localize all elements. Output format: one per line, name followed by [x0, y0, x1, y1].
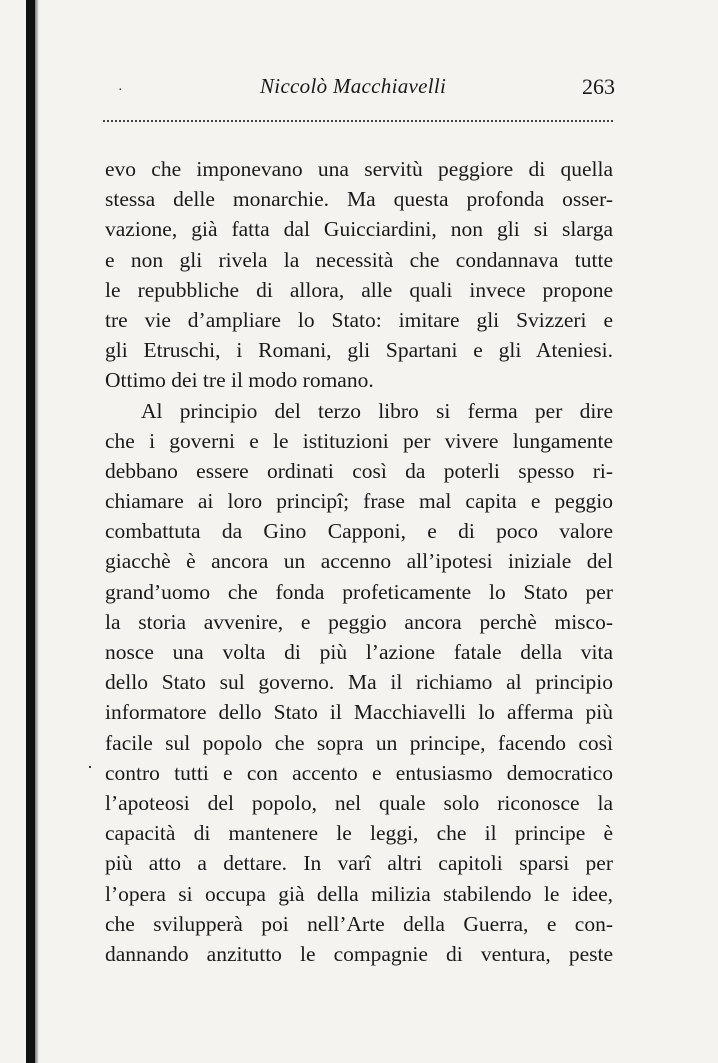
text-line: le repubbliche di allora, alle quali invece propone [105, 277, 613, 302]
text-line: capacità di mantenere le leggi, che il principe è [105, 821, 613, 846]
text-line: chiamare ai loro principî; frase mal capita e peggio [105, 489, 613, 514]
text-line: più atto a dettare. In varî altri capitoli sparsi per [105, 851, 613, 876]
page-header [100, 74, 615, 108]
text-line: nosce una volta di più l’azione fatale della vita [105, 640, 613, 664]
text-line: l’apoteosi del popolo, nel quale solo riconosce la [105, 790, 613, 815]
header-dotted-rule [103, 120, 613, 122]
text-line: gli Etruschi, i Romani, gli Spartani e gli Ateniesi. [105, 338, 613, 363]
spine-gradient [35, 0, 39, 1063]
page-number: 263 [582, 74, 615, 99]
margin-speck-top: · [118, 83, 123, 98]
text-line: informatore dello Stato il Macchiavelli lo afferma più [105, 700, 613, 725]
text-line: facile sul popolo che sopra un principe, facendo così [105, 730, 613, 755]
margin-speck-left: · [87, 757, 93, 777]
text-line: combattuta da Gino Capponi, e di poco valore [105, 519, 613, 544]
text-line: Ottimo dei tre il modo romano. [105, 368, 374, 393]
body-text [105, 154, 613, 969]
text-line: stessa delle monarchie. Ma questa profonda osser- [105, 187, 613, 212]
text-line: debbano essere ordinati così da poterli spesso ri- [105, 458, 613, 483]
text-line: la storia avvenire, e peggio ancora perchè misco- [105, 609, 613, 634]
text-line: l’opera si occupa già della milizia stabilendo le idee, [105, 881, 613, 906]
text-line: evo che imponevano una servitù peggiore di quella [105, 157, 613, 181]
text-line: che i governi e le istituzioni per vivere lungamente [105, 428, 613, 453]
text-line: vazione, già fatta dal Guicciardini, non gli si slarga [105, 217, 613, 242]
paragraph-2 [105, 396, 613, 970]
text-line: tre vie d’ampliare lo Stato: imitare gli Svizzeri e [105, 307, 613, 332]
running-title: Niccolò Macchiavelli [260, 74, 447, 98]
text-line: Al principio del terzo libro si ferma per dire [141, 398, 613, 423]
text-line: dello Stato sul governo. Ma il richiamo al principio [105, 670, 613, 695]
text-line: che svilupperà poi nell’Arte della Guerra, e con- [105, 911, 613, 936]
text-line: dannando anzitutto le compagnie di ventura, peste [105, 941, 613, 966]
text-line: giacchè è ancora un accenno all’ipotesi iniziale del [105, 549, 613, 574]
paragraph-1 [105, 154, 613, 396]
text-line: grand’uomo che fonda profeticamente lo Stato per [105, 579, 613, 604]
book-spine-shadow [26, 0, 35, 1063]
text-line: contro tutti e con accento e entusiasmo democratico [105, 760, 613, 785]
text-line: e non gli rivela la necessità che condannava tutte [105, 247, 613, 272]
